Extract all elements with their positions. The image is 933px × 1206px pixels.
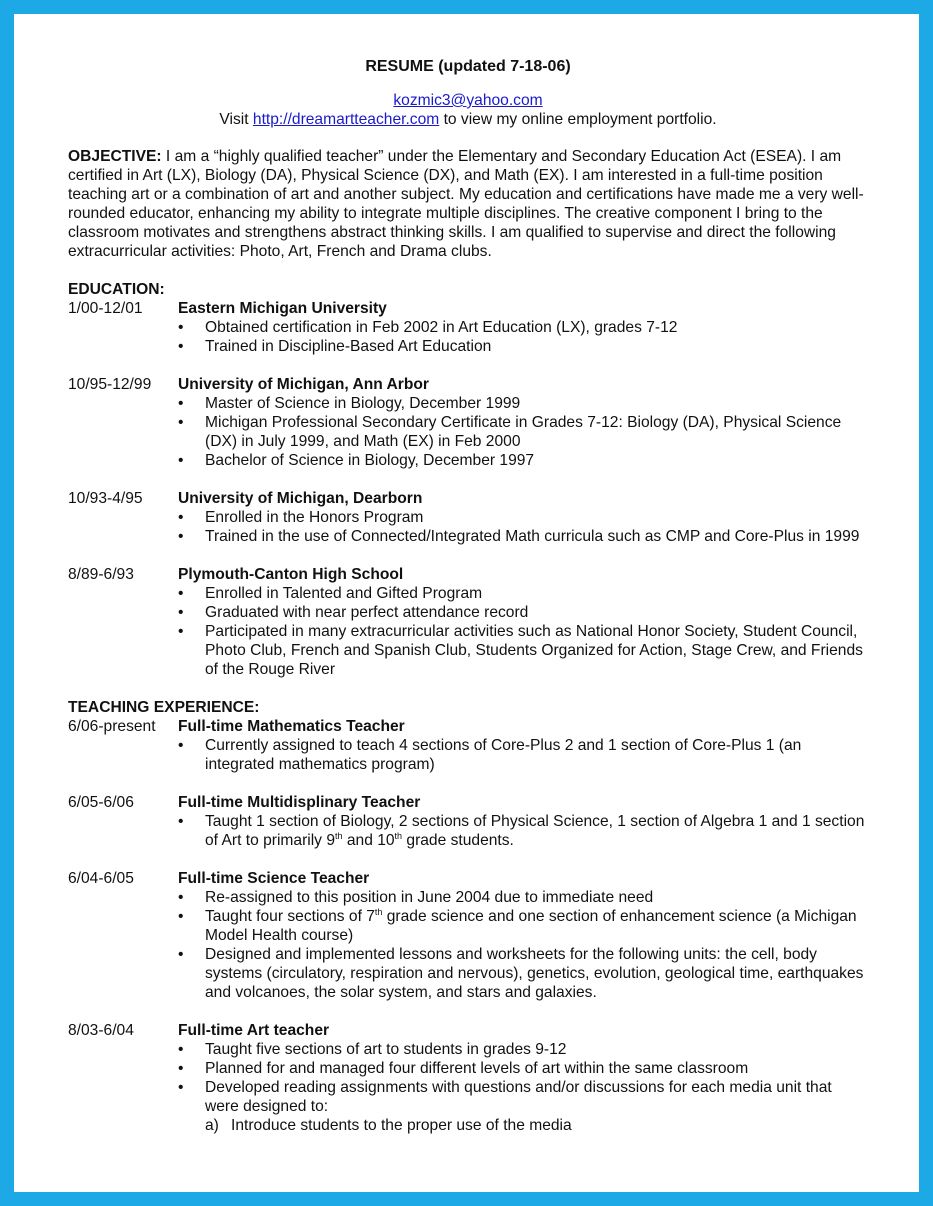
bullet-list	[178, 584, 868, 679]
list-item	[178, 888, 868, 907]
bullet-icon: •	[178, 395, 184, 412]
list-item-text: Participated in many extracurricular activities such as National Honor Society, Student Council, Photo Club, French and Spanish Club, Students Organized for Action, Stage Crew, and Friends of the Rouge River	[205, 623, 863, 678]
entry-date: 6/04-6/05	[68, 870, 134, 887]
list-item-text: Master of Science in Biology, December 1999	[205, 395, 521, 412]
objective-text: I am a “highly qualified teacher” under the Elementary and Secondary Education Act (ESEA). I am certified in Art (LX), Biology (DA), Physical Science (DX), and Math (EX). I am interested in a full-time position teaching art or a combination of art and another subject. My education and certifications have made me a very well-rounded educator, enhancing my ability to integrate multiple disciplines. The creative component I bring to the classroom motivates and strengthens abstract thinking skills. I am qualified to supervise and direct the following extracurricular activities: Photo, Art, French and Drama clubs.	[68, 148, 864, 260]
bullet-icon: •	[178, 319, 184, 336]
list-item	[178, 451, 868, 470]
bullet-list	[178, 736, 868, 774]
ordinal-suffix: th	[335, 830, 343, 841]
list-item-text: Developed reading assignments with questions and/or discussions for each media unit that were designed to:	[205, 1079, 832, 1115]
school-name: University of Michigan, Ann Arbor	[178, 376, 429, 393]
experience-entry	[68, 717, 868, 774]
education-entry	[68, 299, 868, 356]
list-item	[178, 508, 868, 527]
job-title: Full-time Mathematics Teacher	[178, 718, 405, 735]
experience-heading: TEACHING EXPERIENCE:	[68, 699, 260, 716]
list-item	[178, 413, 868, 451]
bullet-list	[178, 318, 868, 356]
list-item	[178, 736, 868, 774]
objective-label: OBJECTIVE:	[68, 148, 162, 165]
bullet-icon: •	[178, 528, 184, 545]
list-item	[178, 622, 868, 679]
list-item-text: Designed and implemented lessons and worksheets for the following units: the cell, body systems (circulatory, respiration and nervous), genetics, evolution, geological time, earthquakes and volcanoes, the solar system, and stars and galaxies.	[205, 946, 864, 1001]
list-item	[178, 1078, 868, 1116]
bullet-icon: •	[178, 1060, 184, 1077]
list-item	[178, 394, 868, 413]
bullet-icon: •	[178, 604, 184, 621]
entry-date: 10/95-12/99	[68, 376, 152, 393]
list-item-text: Graduated with near perfect attendance record	[205, 604, 529, 621]
education-heading: EDUCATION:	[68, 281, 165, 298]
list-item	[178, 1040, 868, 1059]
experience-entry	[68, 793, 868, 850]
list-item	[178, 945, 868, 1002]
list-item-text: Michigan Professional Secondary Certificate in Grades 7-12: Biology (DA), Physical Science (DX) in July 1999, and Math (EX) in Feb 2000	[205, 414, 842, 450]
school-name: University of Michigan, Dearborn	[178, 490, 423, 507]
entry-date: 1/00-12/01	[68, 300, 143, 317]
bullet-list	[178, 394, 868, 470]
job-title: Full-time Multidisplinary Teacher	[178, 794, 421, 811]
education-entry	[68, 375, 868, 470]
sub-list-text: Introduce students to the proper use of the media	[231, 1117, 572, 1134]
bullet-icon: •	[178, 908, 184, 925]
list-item	[178, 812, 868, 850]
list-item-text: Enrolled in the Honors Program	[205, 509, 424, 526]
portfolio-line	[68, 110, 868, 129]
school-name: Plymouth-Canton High School	[178, 566, 404, 583]
experience-entry	[68, 869, 868, 1002]
ordinal-suffix: th	[374, 906, 383, 917]
list-item-text: Currently assigned to teach 4 sections of Core-Plus 2 and 1 section of Core-Plus 1 (an integrated mathematics program)	[205, 737, 802, 773]
bullet-icon: •	[178, 946, 184, 963]
list-item-text: Trained in Discipline-Based Art Education	[205, 338, 492, 355]
list-item	[178, 337, 868, 356]
entry-date: 8/89-6/93	[68, 566, 134, 583]
bullet-list	[178, 812, 868, 850]
job-title: Full-time Art teacher	[178, 1022, 330, 1039]
ordinal-suffix: th	[394, 830, 403, 841]
bullet-list	[178, 1040, 868, 1116]
list-item-text: Enrolled in Talented and Gifted Program	[205, 585, 483, 602]
experience-entry	[68, 1021, 868, 1135]
list-item-text: and 10	[342, 832, 395, 849]
list-item-text: grade students.	[402, 832, 514, 849]
bullet-icon: •	[178, 1079, 184, 1096]
bullet-icon: •	[178, 813, 184, 830]
bullet-icon: •	[178, 414, 184, 431]
bullet-icon: •	[178, 1041, 184, 1058]
list-item	[178, 603, 868, 622]
sub-list-item	[178, 1116, 868, 1135]
entry-date: 6/05-6/06	[68, 794, 134, 811]
sub-list-letter: a)	[205, 1117, 219, 1134]
bullet-icon: •	[178, 338, 184, 355]
list-item	[178, 1059, 868, 1078]
job-title: Full-time Science Teacher	[178, 870, 370, 887]
list-item-text: Planned for and managed four different levels of art within the same classroom	[205, 1060, 749, 1077]
bullet-list	[178, 888, 868, 1002]
list-item-text: Taught 1 section of Biology, 2 sections of Physical Science, 1 section of Algebra 1 and 1 section of Art to primarily 9	[205, 813, 865, 849]
entry-date: 8/03-6/04	[68, 1022, 134, 1039]
objective-section	[68, 147, 868, 261]
resume-document	[68, 55, 868, 1135]
school-name: Eastern Michigan University	[178, 300, 387, 317]
bullet-icon: •	[178, 452, 184, 469]
bullet-icon: •	[178, 737, 184, 754]
education-entry	[68, 565, 868, 679]
list-item-text: Bachelor of Science in Biology, December 1997	[205, 452, 535, 469]
list-item	[178, 907, 868, 945]
education-entry	[68, 489, 868, 546]
portfolio-link[interactable]: http://dreamartteacher.com	[252, 111, 440, 128]
bullet-list	[178, 508, 868, 546]
email-link[interactable]: kozmic3@yahoo.com	[393, 92, 543, 109]
list-item-text: Trained in the use of Connected/Integrated Math curricula such as CMP and Core-Plus in 1999	[205, 528, 860, 545]
list-item	[178, 318, 868, 337]
entry-date: 6/06-present	[68, 718, 156, 735]
list-item-text: Re-assigned to this position in June 2004 due to immediate need	[205, 889, 654, 906]
visit-suffix: to view my online employment portfolio.	[439, 111, 717, 128]
list-item-text: Obtained certification in Feb 2002 in Art Education (LX), grades 7-12	[205, 319, 678, 336]
list-item-text: Taught five sections of art to students in grades 9-12	[205, 1041, 567, 1058]
list-item	[178, 527, 868, 546]
list-item-text: grade science and one section of enhancement science (a Michigan Model Health course)	[205, 908, 857, 944]
entry-date: 10/93-4/95	[68, 490, 143, 507]
visit-prefix: Visit	[219, 111, 253, 128]
bullet-icon: •	[178, 585, 184, 602]
list-item	[178, 584, 868, 603]
resume-title: RESUME (updated 7-18-06)	[365, 58, 571, 75]
bullet-icon: •	[178, 889, 184, 906]
bullet-icon: •	[178, 509, 184, 526]
contact-email-line	[68, 91, 868, 110]
bullet-icon: •	[178, 623, 184, 640]
list-item-text: Taught four sections of 7	[205, 908, 375, 925]
